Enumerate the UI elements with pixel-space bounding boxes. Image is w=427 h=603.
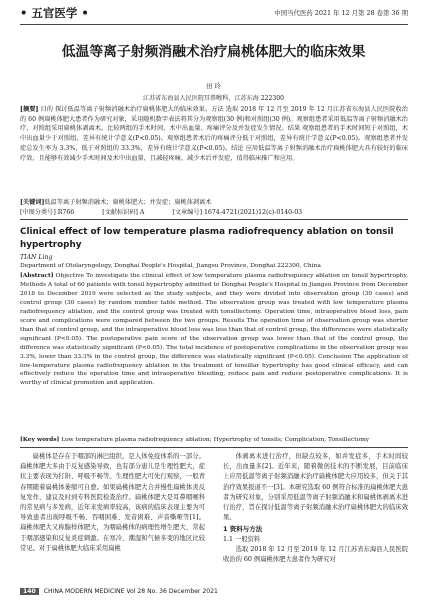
author-zh: 田 玲	[206, 82, 221, 90]
doc-code: [文献标识码] A	[102, 208, 145, 216]
affiliation-zh: 江苏省东海县人民医院耳鼻喉科，江苏东海 222300	[143, 95, 284, 102]
section-tag: • 五官医学 •	[20, 6, 89, 20]
section-heading: 1 资料与方法	[223, 525, 263, 534]
body-column-left	[20, 452, 205, 554]
footer-journal: CHINA MODERN MEDICINE Vol 28 No. 36 December 2021	[43, 588, 218, 595]
page-footer	[20, 588, 408, 597]
abstract-en	[20, 272, 408, 388]
article-title-en: Clinical effect of low temperature plasma radiofrequency ablation on tonsil hypertrophy	[20, 227, 394, 250]
keywords-zh	[20, 198, 408, 208]
keywords-zh-text: 低温等离子射频消融术；扁桃体肥大；并发症；扁桃体剥离术	[44, 199, 212, 206]
page-header	[20, 5, 408, 23]
divider-rule	[20, 219, 408, 220]
article-meta	[20, 198, 408, 217]
abstract-zh	[20, 105, 408, 163]
abstract-zh-text: 目的 探讨低温等离子射频消融术治疗扁桃体肥大的临床效果。方法 选取 2018 年 12 月至 2019 年 12 月江苏省东海县人民医院收治的 60 例扁桃体肥大患者作为研究对象，采用随机数字表法将其分为观察组(30 例)和对照组(30 例)。观察组患者采用低温等离子射频消融术治疗，对照组采用扁桃体剥离术。比较两组的手术时间、术中出血量、疼痛评分及并发症发生情况。结果 观察组患者的手术时间短于对照组，术中出血量少于对照组，差异有统计学意义(P<0.05)。观察组患者术后的疼痛评分低于对照组，差异有统计学意义(P<0.05)。观察组患者并发症总发生率为 3.3%，低于对照组的 33.3%，差异有统计学意义(P<0.05)。结论 应用低温等离子射频消融术治疗扁桃体肥大具有较好的临床疗效，且能够有效减少手术时间及术中出血量，且减轻疼痛，减少术后并发症，值得临床推广和应用。	[20, 106, 408, 162]
abstract-en-label: [Abstract]	[20, 272, 54, 279]
abstract-en-text: Objective To investigate the clinical effect of low temperature plasma radiofrequency ablation on tonsil hypertrophy. Methods A total of 60 patients with tonsil hypertrophy admitted to Donghai People's Hospital in Jiangsu Province from December 2018 to December 2019 were selected as the study subjects, and they were divided into observation group (30 cases) and control group (30 cases) by random number table method. The observation group was treated with low temperature plasma radiofrequency ablation, and the control group was treated with tonsillectomy. Operation time, intraoperative blood loss, pain score and complications were compared between the two groups. Results The operation time of observation group was shorter than that of control group, and the intraoperative blood loss was less than that of control group, the differences were statistically significant (P<0.05). The postoperative pain score of the observation group was lower than that of the control group, the difference was statistically significant (P<0.05). The total incidence of postoperative complications in the observation group was 3.3%, lower than 33.3% in the control group, the difference was statistically significant (P<0.05). Conclusion The application of low-temperature plasma radiofrequency ablation in the treatment of tonsillar hypertrophy has good clinical efficacy, and can effectively reduce the operation time and intraoperative bleeding, reduce pain and reduce postoperative complications. It is worthy of clinical promotion and application.	[20, 273, 409, 387]
body-rule	[20, 447, 408, 448]
subsection-heading: 1.1 一般资料	[223, 535, 261, 543]
abstract-zh-label: [摘要]	[20, 106, 39, 113]
journal-info: 中国当代医药 2021 年 12 月第 28 卷第 36 期	[274, 9, 408, 17]
affiliation-en: Department of Otolaryngology, Donghai People's Hospital, Jiangsu Province, Donghai 222300, China	[20, 263, 321, 269]
body-paragraph: 扁桃体是存在于咽部的淋巴组织，是人体免疫体系的一部分。扁桃体肥大多由于反复感染导致，也有部分患儿是生理性肥大，症状主要表现为打鼾、呼吸不畅等。生理性肥大可先行观察，一般青春期随着扁桃体萎缩可自愈。如果扁桃体肥大合并慢性扁桃体炎反复发作，建议及时到专科医院检查治疗。扁桃体肥大是耳鼻咽喉科的常见病与多发病，近年来发病率较高，该病的临床表现主要为可导致患者出现呼吸不畅、吞咽困难、发音困难、声音嘶哑等[1]。扁桃体肥大又称腺样体肥大，为咽扁桃体的病理性增生肥大，常起于咽部感染和反复炎症刺激。在寒冷、潮湿和气候多变的地区比较常见。对于扁桃体肥大临床采用扁桃	[20, 453, 205, 552]
keywords-en	[20, 436, 408, 443]
body-column-right	[223, 452, 408, 565]
body-paragraph: 选取 2018 年 12 月至 2019 年 12 月江苏省东海县人民医院收治的 60 例扁桃体肥大患者作为研究对	[223, 545, 408, 564]
article-number: [文章编号] 1674-4721(2021)12(c)-0140-03	[172, 208, 303, 216]
body-paragraph: 体剥离术进行治疗，但缺点较多，如并发症多，手术时间较长，出血量多[2]。近年来，随着微创技术的不断发展，目前临床上应用低温等离子射频消融术治疗扁桃体肥大应用较多，但关于其治疗效果报道不一[3]。本研究选取 60 例符合标准的扁桃体肥大患者为研究对象，分别采用低温等离子射频消融术和扁桃体剥离术进行治疗，旨在探讨低温等离子射频消融术治疗扁桃体肥大的临床效果。	[223, 453, 408, 522]
keywords-en-label: [Key words]	[20, 436, 60, 443]
header-rule	[20, 24, 408, 25]
keywords-en-text: Low temperature plasma radiofrequency ablation; Hypertrophy of tonsils; Complication; Tonsillectomy	[61, 437, 370, 443]
keywords-zh-label: [关键词]	[20, 199, 45, 206]
author-en: TIAN Ling	[20, 254, 53, 261]
article-title-zh: 低温等离子射频消融术治疗扁桃体肥大的临床效果	[61, 44, 366, 60]
classification-row	[20, 208, 408, 218]
page-number: 140	[20, 588, 39, 595]
clc-number: [中图分类号] R766	[20, 208, 75, 216]
